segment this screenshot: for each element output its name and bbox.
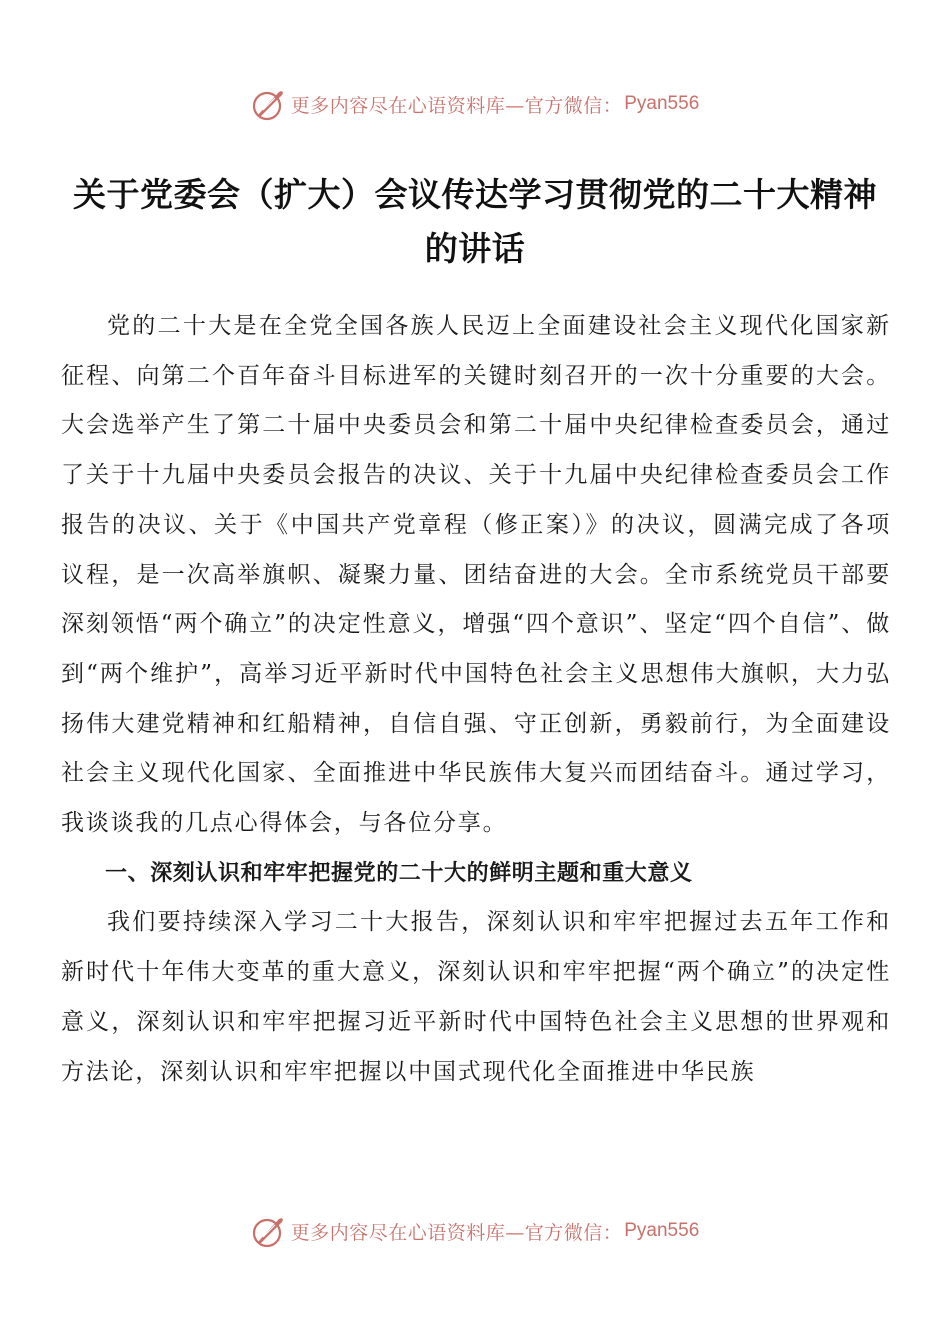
section-heading: 一、深刻认识和牢牢把握党的二十大的鲜明主题和重大意义 — [105, 860, 693, 886]
watermark-footer — [0, 1211, 950, 1251]
watermark-wechat-id: Pyan556 — [624, 93, 700, 114]
watermark-text: 更多内容尽在心语资料库—官方微信： — [290, 1221, 623, 1244]
paragraph: 我们要持续深入学习二十大报告，深刻认识和牢牢把握过去五年工作和新时代十年伟大变革的重大意义，深刻认识和牢牢把握“两个确立”的决定性意义，深刻认识和牢牢把握习近平新时代中国特色社会主义思想的世界观和方法论，深刻认识和牢牢把握以中国式现代化全面推进中华民族 — [61, 909, 891, 1085]
page-title: 关于党委会（扩大）会议传达学习贯彻党的二十大精神的讲话 — [73, 175, 877, 268]
quill-logo-icon — [251, 86, 287, 122]
watermark-text: 更多内容尽在心语资料库—官方微信： — [290, 94, 623, 117]
paragraph: 党的二十大是在全党全国各族人民迈上全面建设社会主义现代化国家新征程、向第二个百年奋斗目标进军的关键时刻召开的一次十分重要的大会。大会选举产生了第二十届中央委员会和第二十届中央纪律检查委员会，通过了关于十九届中央委员会报告的决议、关于十九届中央纪律检查委员会工作报告的决议、关于《中国共产党章程（修正案）》的决议，圆满完成了各项议程，是一次高举旗帜、凝聚力量、团结奋进的大会。全市系统党员干部要深刻领悟“两个确立”的决定性意义，增强“四个意识”、坚定“四个自信”、做到“两个维护”，高举习近平新时代中国特色社会主义思想伟大旗帜，大力弘扬伟大建党精神和红船精神，自信自强、守正创新，勇毅前行，为全面建设社会主义现代化国家、全面推进中华民族伟大复兴而团结奋斗。通过学习，我谈谈我的几点心得体会，与各位分享。 — [61, 313, 891, 837]
watermark-header — [0, 84, 950, 124]
quill-logo-icon — [251, 1213, 287, 1249]
document-body — [61, 302, 891, 1097]
watermark-wechat-id: Pyan556 — [624, 1220, 700, 1241]
